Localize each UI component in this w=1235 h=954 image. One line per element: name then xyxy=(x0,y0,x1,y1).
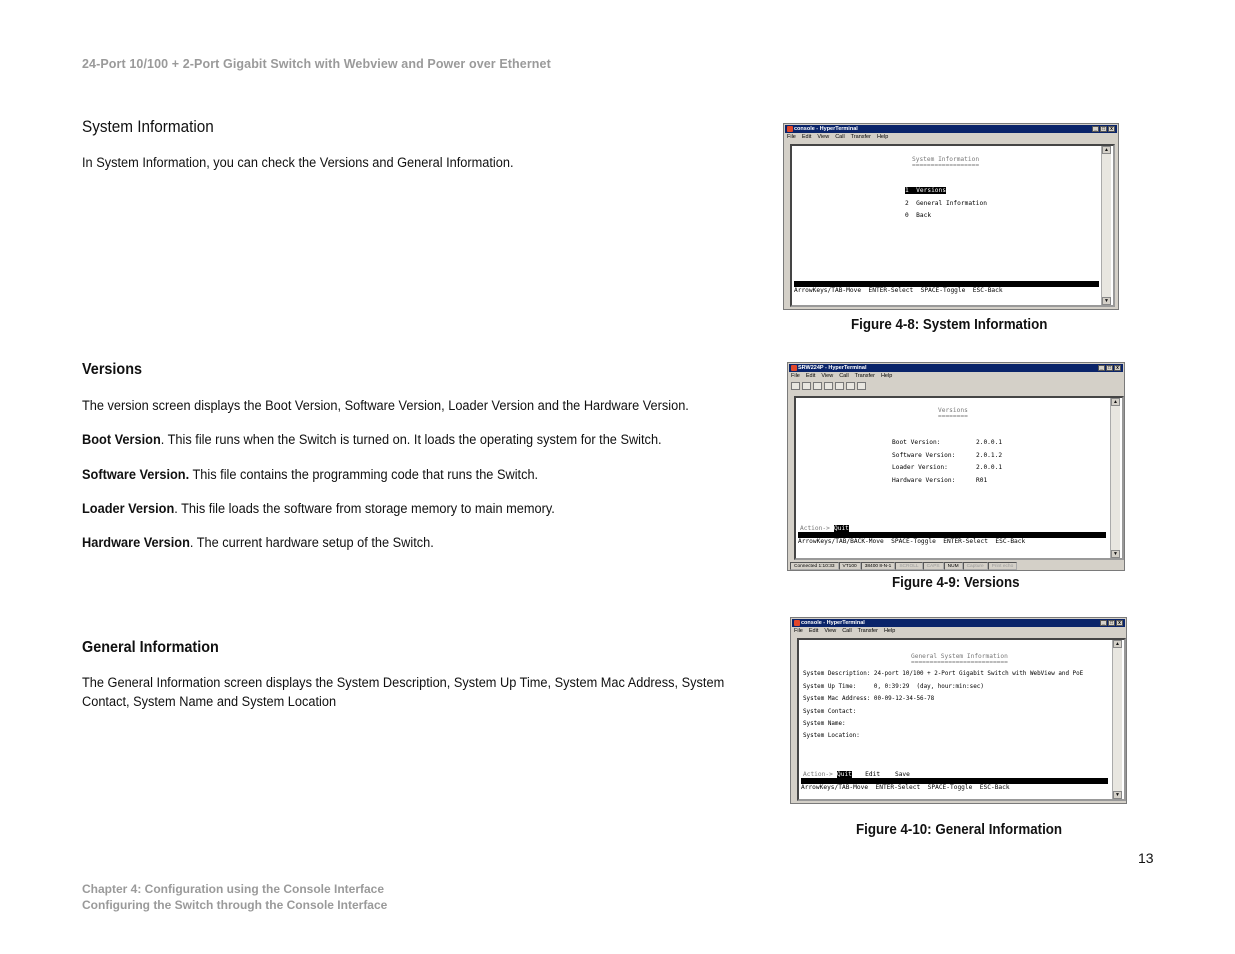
status-port-settings: 38400 8-N-1 xyxy=(861,562,896,570)
action-quit[interactable]: Quit xyxy=(834,525,849,532)
loader-version-paragraph xyxy=(82,500,766,519)
section-heading-system-information: System Information xyxy=(82,117,214,136)
status-print-echo: Print echo xyxy=(988,562,1018,570)
window-titlebar xyxy=(789,364,1123,372)
software-version-paragraph xyxy=(82,466,766,485)
loader-version-text: . This file loads the software from storage memory to main memory. xyxy=(174,501,555,517)
receive-icon[interactable] xyxy=(846,382,855,390)
menu-transfer[interactable]: Transfer xyxy=(857,628,878,634)
menu-bar xyxy=(794,628,901,634)
status-emulation: VT100 xyxy=(839,562,861,570)
key-help-line: ArrowKeys/TAB-Move ENTER-Select SPACE-Toggle ESC-Back xyxy=(801,784,1010,791)
menu-edit[interactable]: Edit xyxy=(808,628,819,634)
boot-version-paragraph xyxy=(82,431,766,450)
screen-title: Versions xyxy=(938,407,968,414)
action-edit-save[interactable]: Edit Save xyxy=(854,771,910,778)
status-caps: CAPS xyxy=(923,562,944,570)
scroll-up-icon[interactable]: ▲ xyxy=(1111,398,1120,406)
close-icon[interactable]: x xyxy=(1114,365,1121,371)
figure-4-9-caption: Figure 4-9: Versions xyxy=(892,575,1020,591)
menu-help[interactable]: Help xyxy=(883,628,896,634)
software-version-text: This file contains the programming code that runs the Switch. xyxy=(189,467,539,483)
window-titlebar xyxy=(792,619,1125,627)
system-description-row: System Description: 24-port 10/100 + 2-Port Gigabit Switch with WebView and PoE xyxy=(803,671,1084,677)
system-information-paragraph: In System Information, you can check the Versions and General Information. xyxy=(82,155,514,171)
terminal-area xyxy=(797,638,1126,801)
window-title: console - HyperTerminal xyxy=(801,620,865,626)
status-connected: Connected 1:10:33 xyxy=(790,562,839,570)
hardware-version-label: Hardware Version xyxy=(82,535,190,551)
menu-file[interactable]: File xyxy=(791,373,800,379)
toolbar xyxy=(791,382,866,392)
menu-file[interactable]: File xyxy=(794,628,803,634)
hardware-version-paragraph xyxy=(82,534,766,553)
menu-help[interactable]: Help xyxy=(876,134,889,140)
vertical-scrollbar[interactable] xyxy=(1112,640,1122,799)
section-heading-versions: Versions xyxy=(82,361,143,378)
status-scroll: SCROLL xyxy=(895,562,922,570)
new-icon[interactable] xyxy=(791,382,800,390)
figure-4-8-hyperterminal-window xyxy=(783,123,1119,310)
close-icon[interactable]: x xyxy=(1108,126,1115,132)
key-help-line: ArrowKeys/TAB-Move ENTER-Select SPACE-Toggle ESC-Back xyxy=(794,287,1003,294)
screen-title: System Information xyxy=(912,156,980,163)
disconnect-icon[interactable] xyxy=(824,382,833,390)
menu-view[interactable]: View xyxy=(824,628,837,634)
footer-chapter: Chapter 4: Configuration using the Console Interface xyxy=(82,882,385,896)
menu-call[interactable]: Call xyxy=(839,373,849,379)
system-location-row[interactable]: System Location: xyxy=(803,733,860,739)
connect-icon[interactable] xyxy=(813,382,822,390)
loader-version-label: Loader Version: xyxy=(892,464,948,471)
vertical-scrollbar[interactable] xyxy=(1110,398,1120,558)
running-header: 24-Port 10/100 + 2-Port Gigabit Switch with Webview and Power over Ethernet xyxy=(82,57,551,71)
open-icon[interactable] xyxy=(802,382,811,390)
footer-section: Configuring the Switch through the Console Interface xyxy=(82,898,388,912)
menu-view[interactable]: View xyxy=(817,134,830,140)
scroll-down-icon[interactable]: ▼ xyxy=(1111,550,1120,558)
scroll-up-icon[interactable]: ▲ xyxy=(1113,640,1122,648)
menu-bar xyxy=(791,373,898,379)
hyperterminal-icon xyxy=(791,365,797,371)
loader-version-value: 2.0.0.1 xyxy=(976,464,1003,471)
menu-file[interactable]: File xyxy=(787,134,796,140)
terminal-area xyxy=(790,144,1115,307)
software-version-label: Software Version. xyxy=(82,467,190,483)
section-heading-general-information: General Information xyxy=(82,639,219,656)
menu-call[interactable]: Call xyxy=(835,134,845,140)
action-label: Action-> xyxy=(800,525,834,532)
hardware-version-text: . The current hardware setup of the Switch. xyxy=(189,535,434,551)
figure-4-9-hyperterminal-window xyxy=(787,362,1125,571)
minimize-icon[interactable]: _ xyxy=(1098,365,1105,371)
send-icon[interactable] xyxy=(835,382,844,390)
system-mac-address-row: System Mac Address: 00-09-12-34-56-78 xyxy=(803,696,935,702)
software-version-value: 2.0.1.2 xyxy=(976,452,1003,459)
action-label: Action-> xyxy=(803,771,837,778)
screen-title: General System Information xyxy=(911,653,1008,660)
page-number: 13 xyxy=(1138,850,1154,866)
menu-call[interactable]: Call xyxy=(842,628,852,634)
figure-4-10-hyperterminal-window xyxy=(790,617,1127,804)
system-contact-row[interactable]: System Contact: xyxy=(803,709,857,715)
menu-bar xyxy=(787,134,894,140)
hyperterminal-icon xyxy=(794,620,800,626)
menu-item-versions[interactable]: 1 Versions xyxy=(905,187,946,194)
figure-4-8-caption: Figure 4-8: System Information xyxy=(851,317,1048,333)
maximize-icon[interactable]: □ xyxy=(1107,365,1112,371)
boot-version-label: Boot Version xyxy=(82,432,161,448)
menu-transfer[interactable]: Transfer xyxy=(850,134,871,140)
menu-edit[interactable]: Edit xyxy=(801,134,812,140)
software-version-label: Software Version: xyxy=(892,452,956,459)
action-quit[interactable]: Quit xyxy=(837,771,852,778)
scroll-down-icon[interactable]: ▼ xyxy=(1102,297,1111,305)
system-up-time-row: System Up Time: 0, 0:39:29 (day, hour:min:sec) xyxy=(803,684,984,690)
hyperterminal-icon xyxy=(787,126,793,132)
screen-title-underline: ========================== xyxy=(911,659,1008,666)
hardware-version-label: Hardware Version: xyxy=(892,477,956,484)
system-name-row[interactable]: System Name: xyxy=(803,721,846,727)
versions-intro-paragraph: The version screen displays the Boot Version, Software Version, Loader Version and the Hardware Version. xyxy=(82,398,689,414)
minimize-icon[interactable]: _ xyxy=(1092,126,1099,132)
menu-item-back[interactable]: 0 Back xyxy=(905,212,932,219)
scroll-up-icon[interactable]: ▲ xyxy=(1102,146,1111,154)
vertical-scrollbar[interactable] xyxy=(1101,146,1111,305)
screen-title-underline: ================== xyxy=(912,162,980,169)
maximize-icon[interactable]: □ xyxy=(1101,126,1106,132)
boot-version-text: . This file runs when the Switch is turned on. It loads the operating system for the Switch. xyxy=(160,432,662,448)
menu-transfer[interactable]: Transfer xyxy=(854,373,875,379)
menu-edit[interactable]: Edit xyxy=(805,373,816,379)
properties-icon[interactable] xyxy=(857,382,866,390)
status-bar xyxy=(790,562,1122,570)
figure-4-10-caption: Figure 4-10: General Information xyxy=(856,822,1063,838)
hardware-version-value: R01 xyxy=(976,477,988,484)
key-help-line: ArrowKeys/TAB/BACK-Move SPACE-Toggle ENTER-Select ESC-Back xyxy=(798,538,1026,545)
window-title: SRW224P - HyperTerminal xyxy=(798,365,867,371)
boot-version-value: 2.0.0.1 xyxy=(976,439,1003,446)
minimize-icon[interactable]: _ xyxy=(1100,620,1107,626)
status-capture: Capture xyxy=(963,562,988,570)
maximize-icon[interactable]: □ xyxy=(1109,620,1114,626)
close-icon[interactable]: x xyxy=(1116,620,1123,626)
window-title: console - HyperTerminal xyxy=(794,126,858,132)
menu-view[interactable]: View xyxy=(821,373,834,379)
screen-title-underline: ======== xyxy=(938,413,968,420)
scroll-down-icon[interactable]: ▼ xyxy=(1113,791,1122,799)
terminal-area xyxy=(794,396,1124,560)
loader-version-label: Loader Version xyxy=(82,501,175,517)
general-information-paragraph: The General Information screen displays the System Description, System Up Time, System Mac Address, System Contact, System Name and System Location xyxy=(82,675,725,710)
status-num: NUM xyxy=(944,562,963,570)
window-titlebar xyxy=(785,125,1117,133)
boot-version-label: Boot Version: xyxy=(892,439,941,446)
menu-item-general-information[interactable]: 2 General Information xyxy=(905,200,987,207)
menu-help[interactable]: Help xyxy=(880,373,893,379)
